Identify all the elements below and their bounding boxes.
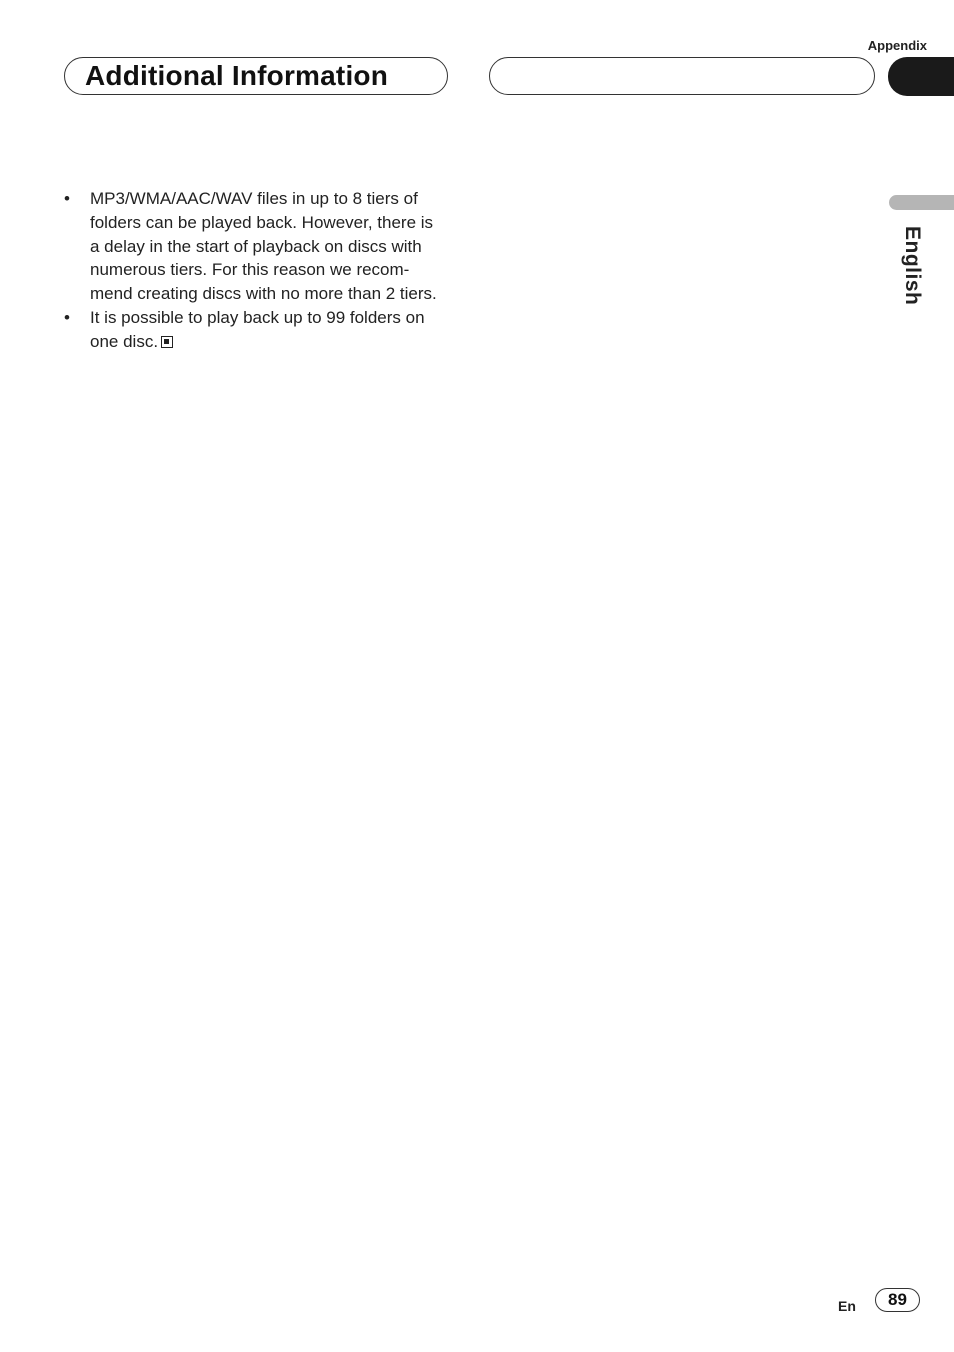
page-number: 89 [875, 1288, 920, 1312]
list-item-text: MP3/WMA/AAC/WAV files in up to 8 tiers of folders can be played back. However, there is a delay in the start of playback on discs with numerous tiers. For this reason we recom- mend creating discs with no more than 2 tiers. [90, 189, 437, 304]
list-item [64, 306, 444, 354]
end-of-section-icon [161, 336, 173, 348]
language-tab-marker [889, 195, 954, 210]
section-tab [888, 57, 954, 96]
section-label: Appendix [867, 38, 927, 53]
list-item [64, 187, 444, 306]
bullet-icon: • [64, 307, 70, 327]
bullet-list [64, 187, 444, 354]
subtitle-frame [489, 57, 875, 95]
list-item-text: It is possible to play back up to 99 folders on one disc. [90, 307, 425, 351]
bullet-icon: • [64, 189, 70, 208]
language-label: English [901, 226, 924, 306]
language-code: En [838, 1298, 856, 1314]
page-title: Additional Information [85, 60, 389, 91]
